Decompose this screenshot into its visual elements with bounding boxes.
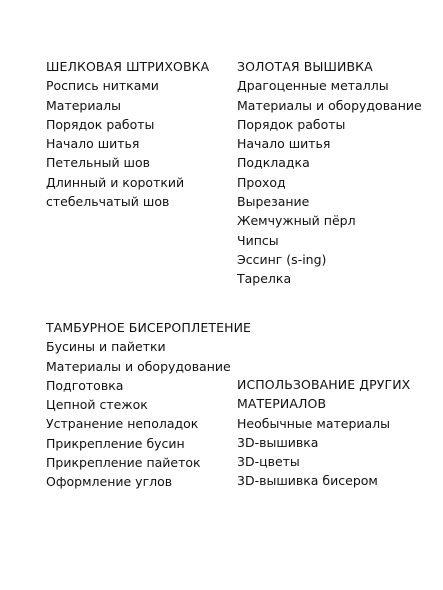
list-item: Чипсы xyxy=(237,232,279,248)
section-heading-line-1: ИСПОЛЬЗОВАНИЕ ДРУГИХ xyxy=(237,377,411,392)
list-item: Подготовка xyxy=(46,377,124,393)
list-item: 3D-цветы xyxy=(237,454,300,470)
list-item: Начало шитья xyxy=(46,136,140,152)
list-item: Порядок работы xyxy=(46,116,155,132)
list-item: Материалы и оборудование xyxy=(46,358,231,374)
section-tambour-beading xyxy=(46,318,251,492)
list-item: Петельный шов xyxy=(46,155,151,171)
list-item: Бусины и пайетки xyxy=(46,339,166,355)
section-goldwork xyxy=(237,57,422,289)
list-item: Эссинг (s-ing) xyxy=(237,251,327,267)
section-heading: ТАМБУРНОЕ БИСЕРОПЛЕТЕНИЕ xyxy=(46,320,252,335)
section-heading: ШЕЛКОВАЯ ШТРИХОВКА xyxy=(46,59,210,74)
list-item: Оформление углов xyxy=(46,474,173,490)
list-item: Длинный и короткий xyxy=(46,174,185,190)
list-item: Цепной стежок xyxy=(46,397,148,413)
list-item: Порядок работы xyxy=(237,116,346,132)
list-item: Тарелка xyxy=(237,271,292,287)
list-item: Прикрепление пайеток xyxy=(46,455,201,471)
list-item: Материалы xyxy=(46,97,121,113)
list-item: Вырезание xyxy=(237,194,310,210)
section-heading: ЗОЛОТАЯ ВЫШИВКА xyxy=(237,59,373,74)
list-item: 3D-вышивка бисером xyxy=(237,473,378,489)
list-item: Проход xyxy=(237,174,286,190)
list-item: Жемчужный пёрл xyxy=(237,213,356,229)
list-item: стебельчатый шов xyxy=(46,194,170,210)
section-other-materials xyxy=(237,375,410,491)
list-item: Необычные материалы xyxy=(237,415,391,431)
list-item: 3D-вышивка xyxy=(237,434,319,450)
section-silk-shading xyxy=(46,57,209,211)
list-item: Подкладка xyxy=(237,155,310,171)
list-item: Материалы и оборудование xyxy=(237,97,422,113)
list-item: Прикрепление бусин xyxy=(46,435,185,451)
list-item: Драгоценные металлы xyxy=(237,78,389,94)
section-heading-line-2: МАТЕРИАЛОВ xyxy=(237,396,327,412)
list-item: Устранение неполадок xyxy=(46,416,199,432)
list-item: Роспись нитками xyxy=(46,78,159,94)
list-item: Начало шитья xyxy=(237,136,331,152)
